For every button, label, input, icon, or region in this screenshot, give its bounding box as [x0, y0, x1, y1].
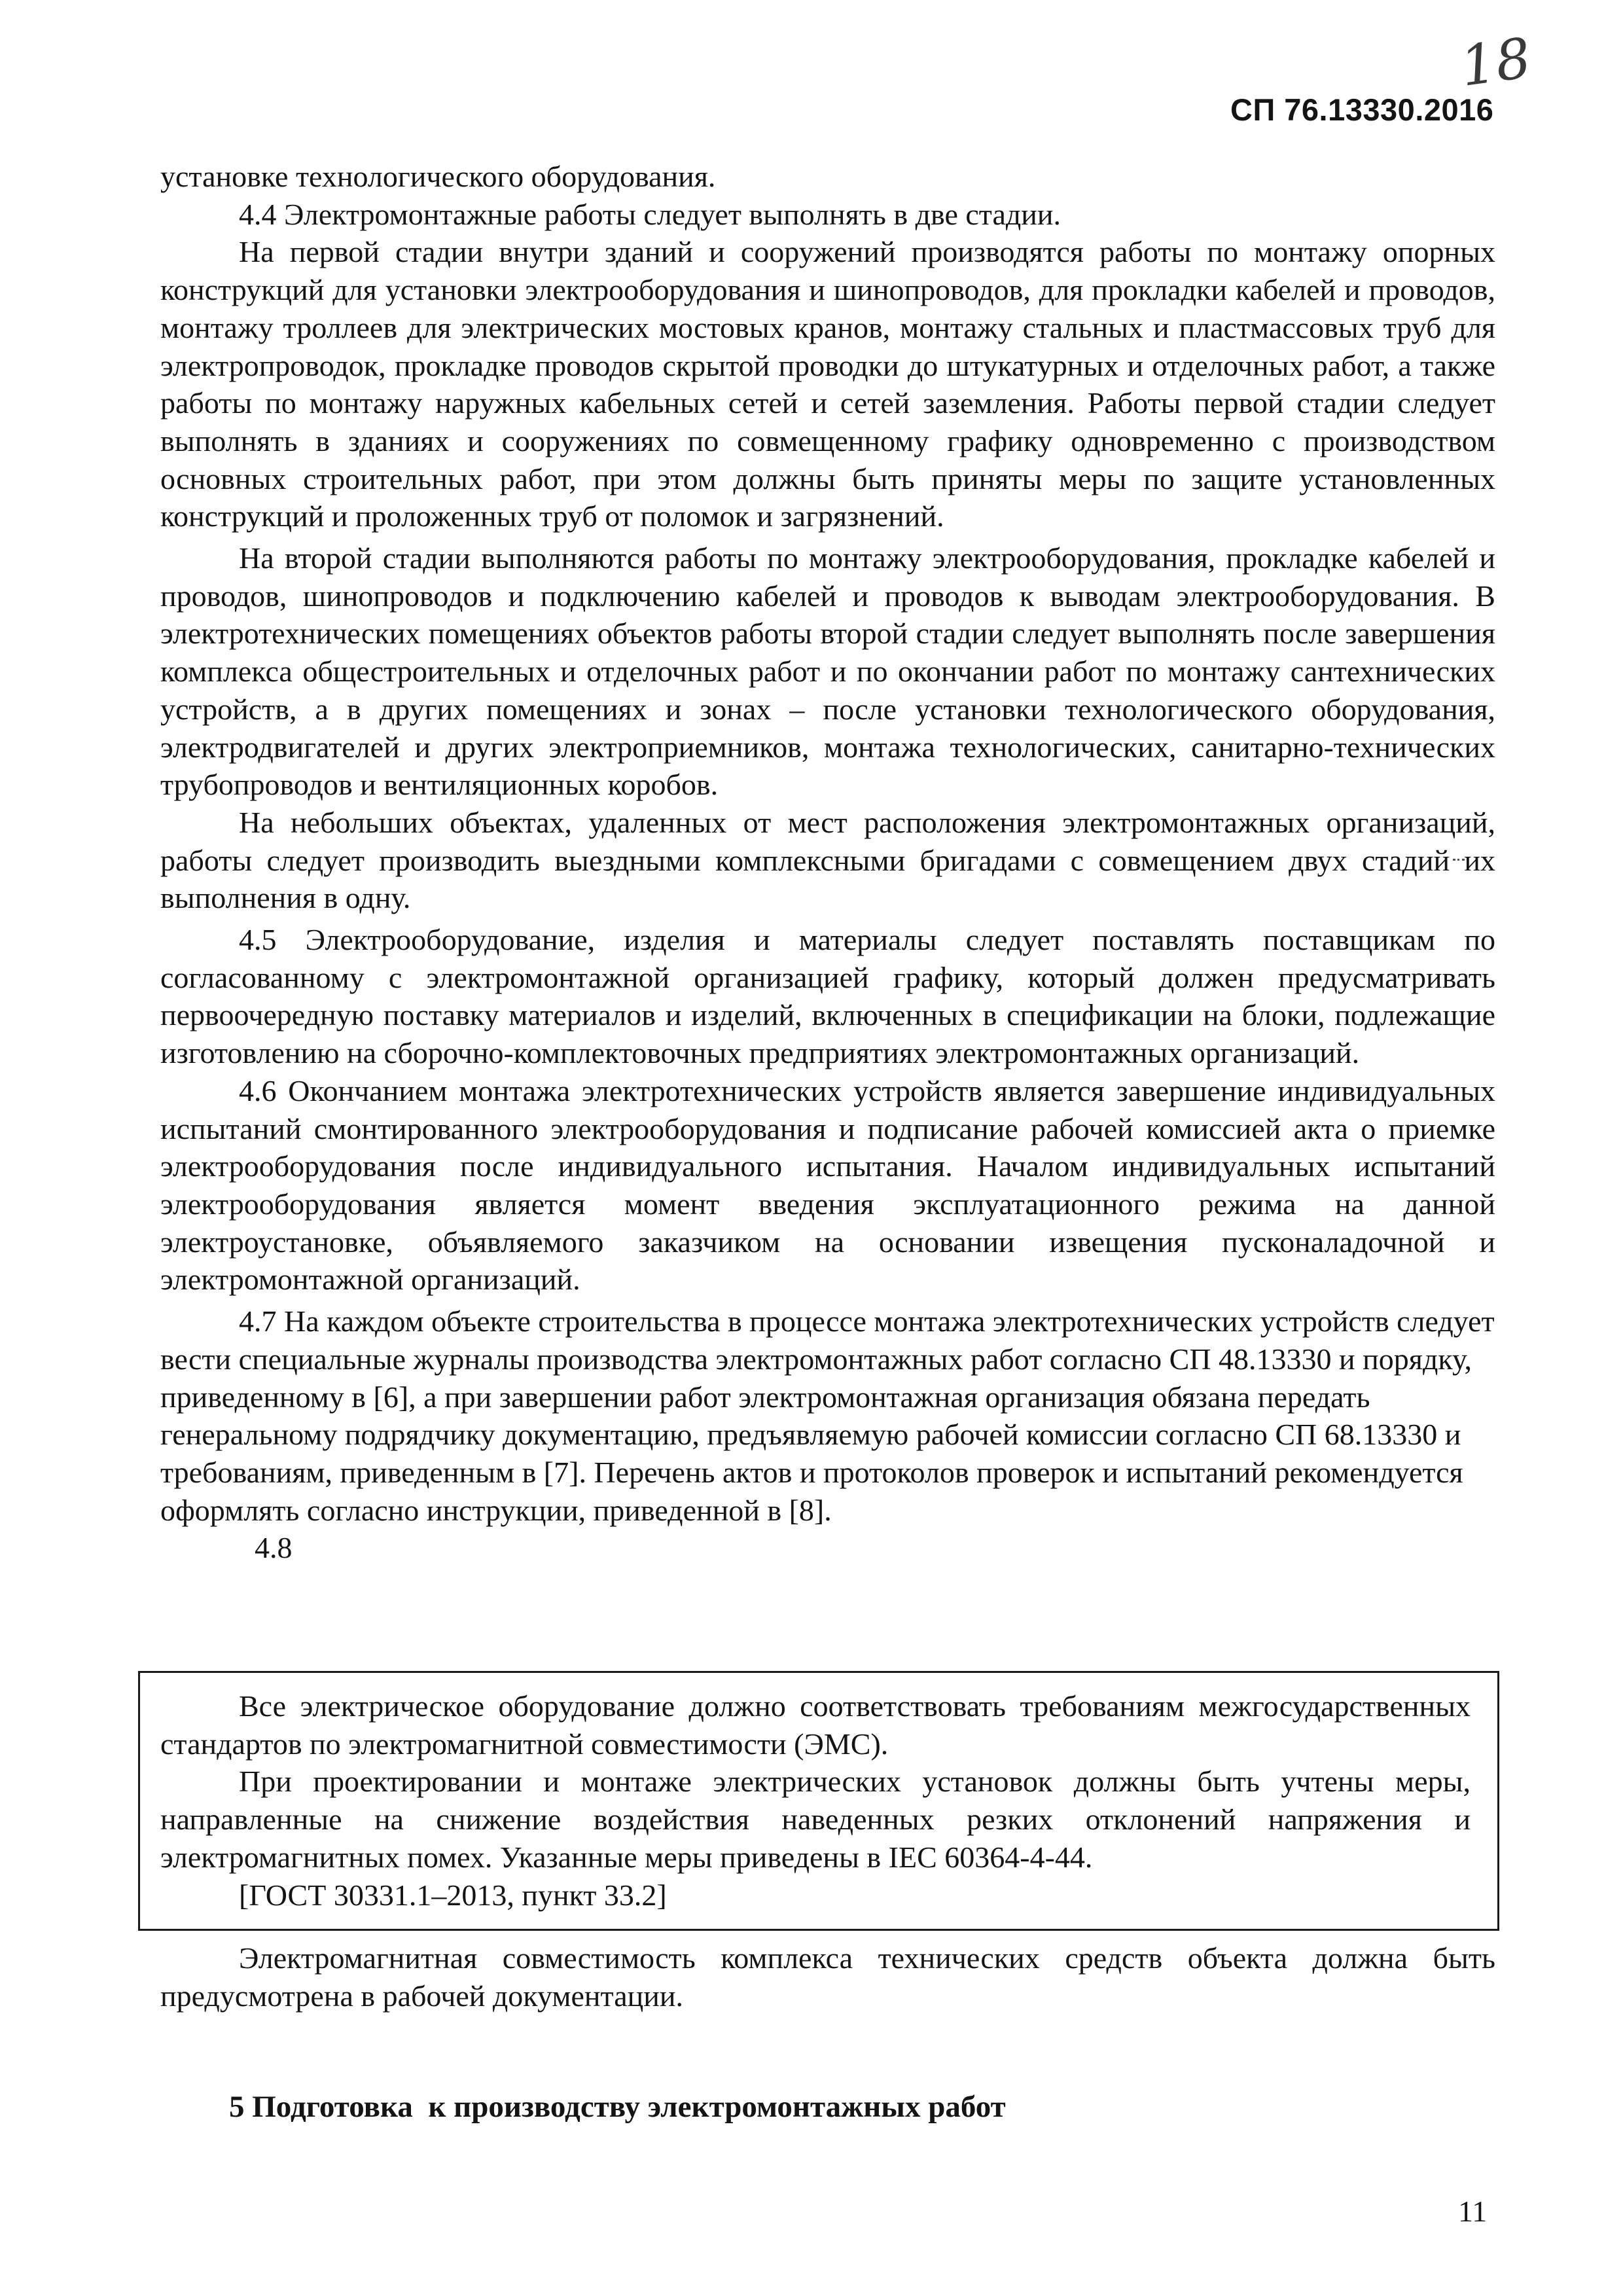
document-code: СП 76.13330.2016: [1230, 92, 1494, 127]
paragraph-second-stage: На второй стадии выполняются работы по монтажу электрооборудования, прокладке кабелей и проводов, шинопроводов и подключению кабелей и проводов к выводам электрооборудования. В электротехнических помещениях объектов работы второй стадии следует выполнять после завершения комплекса общестроительных и отделочных работ и по окончании работ по монтажу сантехнических устройств, а в других помещениях и зонах – после установки технологического оборудования, электродвигателей и других электроприемников, монтажа технологических, санитарно-технических трубопроводов и вентиляционных коробов.: [160, 541, 1495, 802]
clause-4-7: 4.7 На каждом объекте строительства в процессе монтажа электротехнических устройств следует вести специальные журналы производства электромонтажных работ согласно СП 48.13330 и порядку, приведенному в [6], а при завершении работ электромонтажная организация обязана передать генеральному подрядчику документацию, предъявляемую рабочей комиссии согласно СП 68.13330 и требованиям, приведенным в [7]. Перечень актов и протоколов проверок и испытаний рекомендуется оформлять согласно инструкции, приведенной в [8].: [160, 1304, 1495, 1527]
after-box-text: [160, 1939, 1495, 2015]
boxed-paragraph-emc: Все электрическое оборудование должно соответствовать требованиям межгосударственных стандартов по электромагнитной совместимости (ЭМС).: [160, 1689, 1471, 1761]
page-number: 11: [1458, 2195, 1488, 2228]
main-text: [160, 158, 1495, 1567]
boxed-reference: [ГОСТ 30331.1–2013, пункт 33.2]: [239, 1878, 667, 1912]
paragraph-continuation: установке технологического оборудования.: [160, 160, 716, 193]
clause-4-8-label: 4.8: [255, 1531, 293, 1565]
section-heading: 5 Подготовка к производству электромонтажных работ: [229, 2090, 1006, 2124]
scan-artifact: [1453, 859, 1465, 863]
clause-4-4: 4.4 Электромонтажные работы следует выполнять в две стадии.: [239, 197, 1061, 231]
paragraph-small-objects: На небольших объектах, удаленных от мест расположения электромонтажных организаций, работы следует производить выездными комплексными бригадами с совмещением двух стадий их выполнения в одну.: [160, 805, 1495, 915]
boxed-quote: [138, 1671, 1499, 1931]
handwritten-page-mark: 18: [1456, 26, 1535, 99]
paragraph-first-stage: На первой стадии внутри зданий и сооружений производятся работы по монтажу опорных конструкций для установки электрооборудования и шинопроводов, для прокладки кабелей и проводов, монтажу троллеев для электрических мостовых кранов, монтажу стальных и пластмассовых труб для электропроводок, прокладке проводов скрытой проводки до штукатурных и отделочных работ, а также работы по монтажу наружных кабельных сетей и сетей заземления. Работы первой стадии следует выполнять в зданиях и сооружениях по совмещенному графику одновременно с производством основных строительных работ, при этом должны быть приняты меры по защите установленных конструкций и проложенных труб от поломок и загрязнений.: [160, 235, 1495, 533]
clause-4-5: 4.5 Электрооборудование, изделия и материалы следует поставлять поставщикам по согласованному с электромонтажной организацией графику, который должен предусматривать первоочередную поставку материалов и изделий, включенных в спецификации на блоки, подлежащие изготовлению на сборочно-комплектовочных предприятиях электромонтажных организаций.: [160, 923, 1495, 1070]
clause-4-6: 4.6 Окончанием монтажа электротехнических устройств является завершение индивидуальных испытаний смонтированного электрооборудования и подписание рабочей комиссией акта о приемке электрооборудования после индивидуального испытания. Началом индивидуальных испытаний электрооборудования является момент введения эксплуатационного режима на данной электроустановке, объявляемого заказчиком на основании извещения пусконаладочной и электромонтажной организаций.: [160, 1073, 1495, 1297]
paragraph-emc-documentation: Электромагнитная совместимость комплекса технических средств объекта должна быть предусмотрена в рабочей документации.: [160, 1941, 1495, 2013]
boxed-paragraph-measures: При проектировании и монтаже электрических установок должны быть учтены меры, направленные на снижение воздействия наведенных резких отклонений напряжения и электромагнитных помех. Указанные меры приведены в IEC 60364-4-44.: [160, 1765, 1471, 1874]
